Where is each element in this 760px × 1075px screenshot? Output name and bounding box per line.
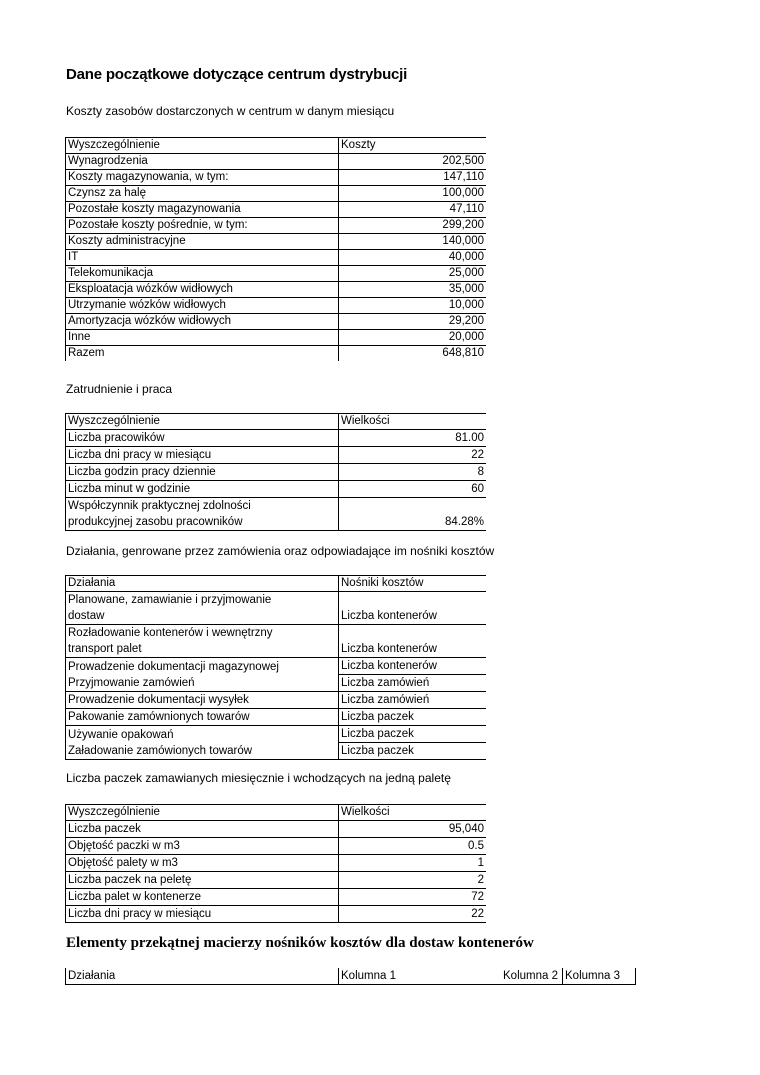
table-row [66,266,487,282]
table-row [66,170,487,186]
table-row [66,330,487,346]
table-row [66,234,487,250]
table-row [66,481,487,498]
table-row [66,202,487,218]
cell-label-line: Rozładowanie kontenerów i wewnętrzny [68,627,273,639]
header-cell: Kolumna 2 [486,968,563,985]
table-row [66,314,487,330]
cell-value: 47,110 [339,202,487,218]
cell-label: Wynagrodzenia [66,154,339,170]
header-cell: Kolumna 1 [339,968,487,985]
table-header-row [66,805,487,821]
cell-label: Eksploatacja wózków widłowych [66,282,339,298]
cell-value: 648,810 [339,346,487,362]
matrix-title: Elementy przekątnej macierzy nośników kosztów dla dostaw kontenerów [66,935,534,951]
packages-table [65,804,486,923]
header-cell: Działania [66,968,339,985]
cell-value: 72 [339,889,487,906]
cell-value: 140,000 [339,234,487,250]
table-row [66,872,487,889]
table-row [66,250,487,266]
page-title: Dane początkowe dotyczące centrum dystrybucji [66,66,408,83]
table-row-total [66,346,487,362]
cell-label-line: Współczynnik praktycznej zdolności [68,500,251,512]
table-row [66,464,487,481]
cell-driver: Liczba paczek [339,726,487,743]
packages-caption: Liczba paczek zamawianych miesięcznie i wchodzących na jedną paletę [66,771,451,785]
header-cell: Koszty [339,138,487,154]
cell-label: Telekomunikacja [66,266,339,282]
table-row [66,709,487,726]
cell-value: 20,000 [339,330,487,346]
cell-label-line: Planowane, zamawianie i przyjmowanie [68,594,272,606]
cell-label [66,498,339,531]
table-row [66,821,487,838]
cell-driver: Liczba paczek [339,709,487,726]
matrix-table [65,968,636,985]
table-row [66,186,487,202]
cell-label: Amortyzacja wózków widłowych [66,314,339,330]
cell-label: Liczba minut w godzinie [66,481,339,498]
activities-caption: Działania, genrowane przez zamówienia oraz odpowiadające im nośniki kosztów [66,544,495,558]
cell-value: 299,200 [339,218,487,234]
cell-label: Utrzymanie wózków widłowych [66,298,339,314]
table-row [66,447,487,464]
table-header-row [66,138,487,154]
table-row [66,218,487,234]
costs-caption: Koszty zasobów dostarczonych w centrum w danym miesiącu [66,104,395,118]
cell-label: Prowadzenie dokumentacji wysyłek [66,692,339,709]
cell-driver: Liczba kontenerów [339,625,487,658]
cell-label: Objętość paczki w m3 [66,838,339,855]
cell-label: Przyjmowanie zamówień [66,675,339,692]
costs-table [65,137,486,361]
header-cell: Działania [66,576,339,592]
cell-label: Koszty magazynowania, w tym: [66,170,339,186]
table-row [66,430,487,447]
cell-label: Razem [66,346,339,362]
header-cell: Wyszczególnienie [66,414,339,430]
cell-label: IT [66,250,339,266]
cell-value: 84.28% [339,498,487,531]
cell-label: Prowadzenie dokumentacji magazynowej [66,658,339,675]
cell-label: Objętość palety w m3 [66,855,339,872]
cell-value: 35,000 [339,282,487,298]
table-row [66,154,487,170]
cell-driver: Liczba paczek [339,743,487,760]
cell-label-line: transport palet [68,643,142,655]
cell-label: Liczba palet w kontenerze [66,889,339,906]
table-row [66,592,487,625]
cell-label: Inne [66,330,339,346]
cell-label: Liczba pracowików [66,430,339,447]
table-row [66,625,487,658]
table-row [66,838,487,855]
table-header-row [66,968,636,985]
cell-label: Czynsz za halę [66,186,339,202]
cell-value: 40,000 [339,250,487,266]
cell-value: 202,500 [339,154,487,170]
header-cell: Wyszczególnienie [66,805,339,821]
table-header-row [66,414,487,430]
cell-value: 22 [339,447,487,464]
table-row [66,298,487,314]
cell-label-line: produkcyjnej zasobu pracowników [68,516,243,528]
cell-driver: Liczba zamówień [339,675,487,692]
cell-driver: Liczba kontenerów [339,592,487,625]
header-cell: Wyszczególnienie [66,138,339,154]
cell-label: Pozostałe koszty magazynowania [66,202,339,218]
table-row [66,726,487,743]
cell-driver: Liczba kontenerów [339,658,487,675]
cell-value: 22 [339,906,487,923]
activities-table [65,575,486,760]
cell-label-line: dostaw [68,610,105,622]
cell-label: Liczba godzin pracy dziennie [66,464,339,481]
cell-value: 1 [339,855,487,872]
header-cell: Kolumna 3 [563,968,636,985]
header-cell: Wielkości [339,414,487,430]
cell-label: Koszty administracyjne [66,234,339,250]
cell-label: Liczba dni pracy w miesiącu [66,906,339,923]
header-cell: Wielkości [339,805,487,821]
table-row [66,906,487,923]
table-header-row [66,576,487,592]
cell-label: Liczba paczek na peletę [66,872,339,889]
cell-label [66,625,339,658]
table-row [66,675,487,692]
table-row [66,743,487,760]
cell-value: 147,110 [339,170,487,186]
cell-value: 95,040 [339,821,487,838]
table-row [66,658,487,675]
cell-value: 25,000 [339,266,487,282]
cell-label: Używanie opakowań [66,726,339,743]
cell-value: 2 [339,872,487,889]
header-cell: Nośniki kosztów [339,576,487,592]
cell-value: 8 [339,464,487,481]
employment-caption: Zatrudnienie i praca [66,382,173,396]
cell-label: Liczba paczek [66,821,339,838]
cell-value: 29,200 [339,314,487,330]
cell-label [66,592,339,625]
cell-label: Liczba dni pracy w miesiącu [66,447,339,464]
cell-value: 10,000 [339,298,487,314]
cell-label: Pozostałe koszty pośrednie, w tym: [66,218,339,234]
cell-label: Pakowanie zamównionych towarów [66,709,339,726]
cell-label: Załadowanie zamówionych towarów [66,743,339,760]
table-row [66,855,487,872]
cell-driver: Liczba zamówień [339,692,487,709]
table-row [66,498,487,531]
cell-value: 100,000 [339,186,487,202]
cell-value: 81.00 [339,430,487,447]
table-row [66,692,487,709]
employment-table [65,413,486,531]
table-row [66,889,487,906]
cell-value: 60 [339,481,487,498]
table-row [66,282,487,298]
cell-value: 0.5 [339,838,487,855]
